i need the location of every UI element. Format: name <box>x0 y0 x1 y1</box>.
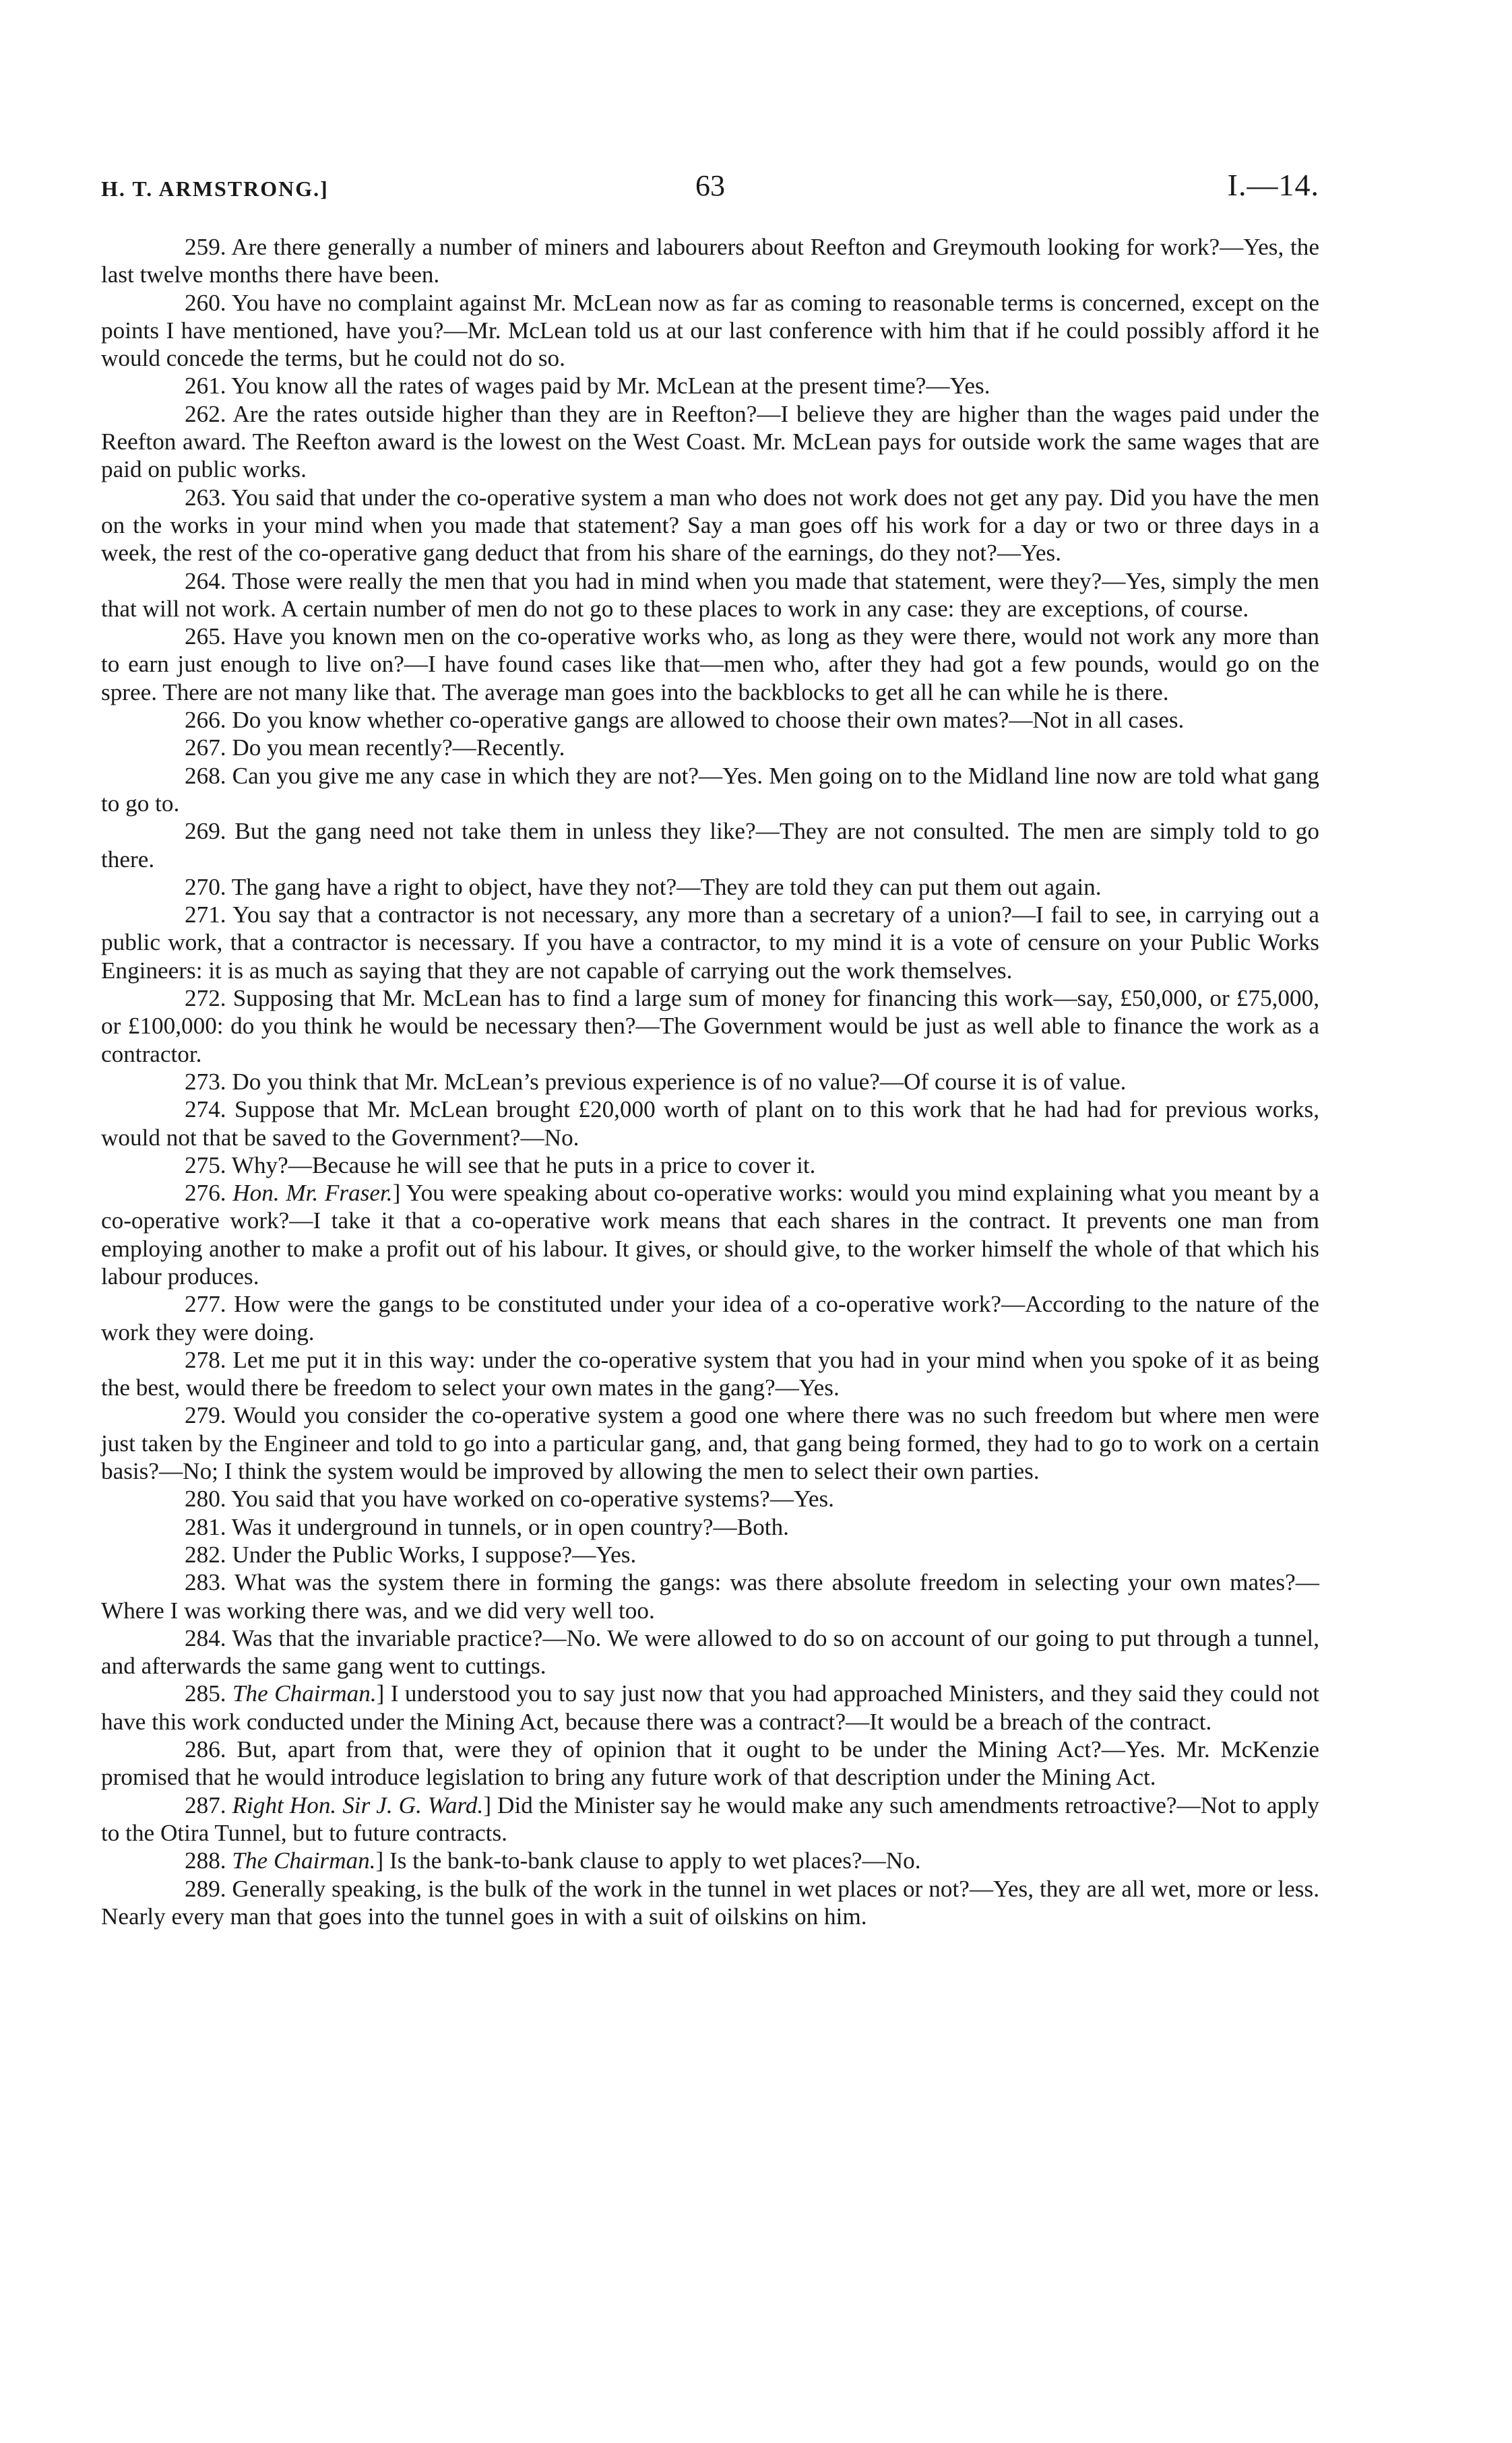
page-header <box>101 160 1319 221</box>
question-text: Are there generally a number of miners and labourers about Reefton and Greymouth looking for work?—Yes, the last twelve months there have been. <box>101 234 1319 288</box>
speaker-name: Hon. Mr. Fraser. <box>232 1180 393 1207</box>
question-answer <box>101 1346 1319 1402</box>
question-text: Supposing that Mr. McLean has to find a large sum of money for financing this work—say, £50,000, or £75,000, or £100,000: do you think he would be necessary then?—The Government would be just as well able to finance the work as a contractor. <box>101 985 1319 1067</box>
page-number: 63 <box>695 169 725 202</box>
question-text: Those were really the men that you had in mind when you made that statement, were they?—Yes, simply the men that will not work. A certain number of men do not go to these places to work in any case: they are exceptions, of course. <box>101 567 1319 622</box>
question-answer <box>101 1568 1319 1624</box>
question-answer <box>101 1791 1319 1847</box>
question-answer <box>101 400 1319 484</box>
question-answer <box>101 734 1319 761</box>
question-number: 263. <box>185 484 226 511</box>
question-answer <box>101 1096 1319 1151</box>
question-answer <box>101 1068 1319 1096</box>
question-answer <box>101 817 1319 873</box>
question-text: You said that under the co-operative system a man who does not work does not get any pay. Did you have the men on the works in your mind when you made that statement? Say a man goes off his work for a day or two or three days in a week, the rest of the co-operative gang deduct that from his share of the earnings, do they not?—Yes. <box>101 484 1319 567</box>
question-number: 289. <box>185 1875 226 1902</box>
question-number: 264. <box>185 567 226 594</box>
question-number: 268. <box>185 762 226 789</box>
question-number: 279. <box>185 1402 226 1429</box>
speaker-name: The Chairman. <box>232 1847 376 1874</box>
speaker-name: Right Hon. Sir J. G. Ward. <box>232 1791 484 1818</box>
question-number: 275. <box>185 1151 226 1178</box>
question-answer <box>101 484 1319 567</box>
question-number: 288. <box>185 1847 226 1874</box>
question-answer <box>101 623 1319 706</box>
question-text: But the gang need not take them in unless they like?—They are not consulted. The men are simply told to go there. <box>101 818 1319 872</box>
question-answer <box>101 1736 1319 1791</box>
question-number: 269. <box>185 818 226 845</box>
question-text: Under the Public Works, I suppose?—Yes. <box>232 1541 637 1568</box>
question-answer <box>101 984 1319 1068</box>
question-number: 270. <box>185 873 226 900</box>
question-text: Can you give me any case in which they are not?—Yes. Men going on to the Midland line now are told what gang to go to. <box>101 762 1319 817</box>
question-number: 267. <box>185 734 226 761</box>
question-answer <box>101 706 1319 734</box>
question-answer <box>101 873 1319 901</box>
question-number: 283. <box>185 1569 226 1596</box>
question-answer <box>101 1151 1319 1179</box>
question-number: 287. <box>185 1791 226 1818</box>
question-number: 284. <box>185 1624 226 1651</box>
document-reference: I.—14. <box>1227 168 1319 202</box>
question-number: 262. <box>185 400 226 427</box>
question-answer <box>101 1513 1319 1541</box>
question-answer <box>101 901 1319 984</box>
question-text: Why?—Because he will see that he puts in a price to cover it. <box>231 1151 816 1178</box>
question-number: 261. <box>185 373 226 400</box>
question-answer <box>101 1875 1319 1931</box>
question-number: 272. <box>185 985 226 1012</box>
question-number: 280. <box>185 1486 226 1513</box>
question-number: 273. <box>185 1068 226 1095</box>
question-text: Have you known men on the co-operative works who, as long as they were there, would not work any more than to earn just enough to live on?—I have found cases like that—men who, after they had got a few pounds, would go on the spree. There are not many like that. The average man goes into the backblocks to get all he can while he is there. <box>101 623 1319 705</box>
question-answer <box>101 372 1319 400</box>
question-answer <box>101 762 1319 818</box>
question-text: Would you consider the co-operative system a good one where there was no such freedom but where men were just taken by the Engineer and told to go into a particular gang, and, that gang being formed, they had to go to work on a certain basis?—No; I think the system would be improved by allowing the men to select their own parties. <box>101 1402 1319 1485</box>
question-number: 266. <box>185 707 226 734</box>
question-number: 277. <box>185 1291 226 1318</box>
question-answer <box>101 1680 1319 1736</box>
question-text: You say that a contractor is not necessary, any more than a secretary of a union?—I fail to see, in carrying out a public work, that a contractor is necessary. If you have a contractor, to my mind it is a vote of censure on your Public Works Engineers: it is as much as saying that they are not capable of carrying out the work themselves. <box>101 901 1319 984</box>
question-text: You have no complaint against Mr. McLean now as far as coming to reasonable terms is concerned, except on the points I have mentioned, have you?—Mr. McLean told us at our last conference with him that if he could possibly afford it he would concede the terms, but he could not do so. <box>101 289 1319 372</box>
question-answer <box>101 1847 1319 1874</box>
question-number: 281. <box>185 1513 226 1540</box>
question-text: Do you mean recently?—Recently. <box>232 734 565 761</box>
question-text: How were the gangs to be constituted under your idea of a co-operative work?—According to the nature of the work they were doing. <box>101 1291 1319 1345</box>
question-number: 259. <box>185 234 226 260</box>
question-text: Suppose that Mr. McLean brought £20,000 worth of plant on to this work that he had had for previous works, would not that be saved to the Government?—No. <box>101 1096 1319 1151</box>
evidence-body <box>101 233 1319 1930</box>
question-number: 282. <box>185 1541 226 1568</box>
question-number: 265. <box>185 623 226 650</box>
question-text: ] Is the bank-to-bank clause to apply to wet places?—No. <box>375 1847 921 1874</box>
question-number: 278. <box>185 1346 226 1373</box>
question-answer <box>101 1179 1319 1290</box>
question-text: Do you know whether co-operative gangs are allowed to choose their own mates?—Not in all cases. <box>232 707 1185 734</box>
question-text: ] Did the Minister say he would make any such amendments retroactive?—Not to apply to the Otira Tunnel, but to future contracts. <box>101 1791 1319 1846</box>
question-text: Let me put it in this way: under the co-operative system that you had in your mind when you spoke of it as being the best, would there be freedom to select your own mates in the gang?—Yes. <box>101 1346 1320 1401</box>
question-answer <box>101 567 1319 623</box>
question-text: You said that you have worked on co-operative systems?—Yes. <box>231 1486 834 1513</box>
question-answer <box>101 1290 1319 1346</box>
question-answer <box>101 233 1319 289</box>
question-text: The gang have a right to object, have they not?—They are told they can put them out again. <box>231 873 1102 900</box>
question-answer <box>101 1541 1319 1568</box>
question-text: Are the rates outside higher than they are in Reefton?—I believe they are higher than the wages paid under the Reefton award. The Reefton award is the lowest on the West Coast. Mr. McLean pays for outside work the same wages that are paid on public works. <box>101 400 1319 483</box>
question-number: 260. <box>185 289 226 316</box>
witness-name: H. T. ARMSTRONG.] <box>101 177 329 201</box>
question-number: 274. <box>185 1096 226 1123</box>
question-text: You know all the rates of wages paid by Mr. McLean at the present time?—Yes. <box>231 373 990 400</box>
question-text: Was it underground in tunnels, or in open country?—Both. <box>231 1513 789 1540</box>
question-answer <box>101 289 1319 373</box>
question-text: ] You were speaking about co-operative works: would you mind explaining what you meant by a co-operative work?—I take it that a co-operative work means that each shares in the contract. It prevents one man from employing another to make a profit out of his labour. It gives, or should give, to the worker himself the whole of that which his labour produces. <box>101 1180 1320 1290</box>
question-answer <box>101 1624 1319 1680</box>
question-text: Was that the invariable practice?—No. We were allowed to do so on account of our going to put through a tunnel, and afterwards the same gang went to cuttings. <box>101 1624 1319 1680</box>
question-text: But, apart from that, were they of opinion that it ought to be under the Mining Act?—Yes. Mr. McKenzie promised that he would introduce legislation to bring any future work of that description under the Mining Act. <box>101 1736 1320 1791</box>
question-text: What was the system there in forming the gangs: was there absolute freedom in selecting your own mates?—Where I was working there was, and we did very well too. <box>101 1569 1319 1624</box>
question-number: 276. <box>185 1180 226 1207</box>
question-text: Generally speaking, is the bulk of the work in the tunnel in wet places or not?—Yes, they are all wet, more or less. Nearly every man that goes into the tunnel goes in with a suit of oilskins on him. <box>101 1875 1319 1930</box>
question-answer <box>101 1485 1319 1513</box>
question-number: 271. <box>185 901 226 928</box>
question-number: 285. <box>185 1680 226 1707</box>
question-text: Do you think that Mr. McLean’s previous experience is of no value?—Of course it is of value. <box>232 1068 1127 1095</box>
speaker-name: The Chairman. <box>232 1680 377 1707</box>
question-number: 286. <box>185 1736 226 1763</box>
question-text: ] I understood you to say just now that you had approached Ministers, and they said they could not have this work conducted under the Mining Act, because there was a contract?—It would be a breach of the contract. <box>101 1680 1320 1735</box>
question-answer <box>101 1401 1319 1485</box>
